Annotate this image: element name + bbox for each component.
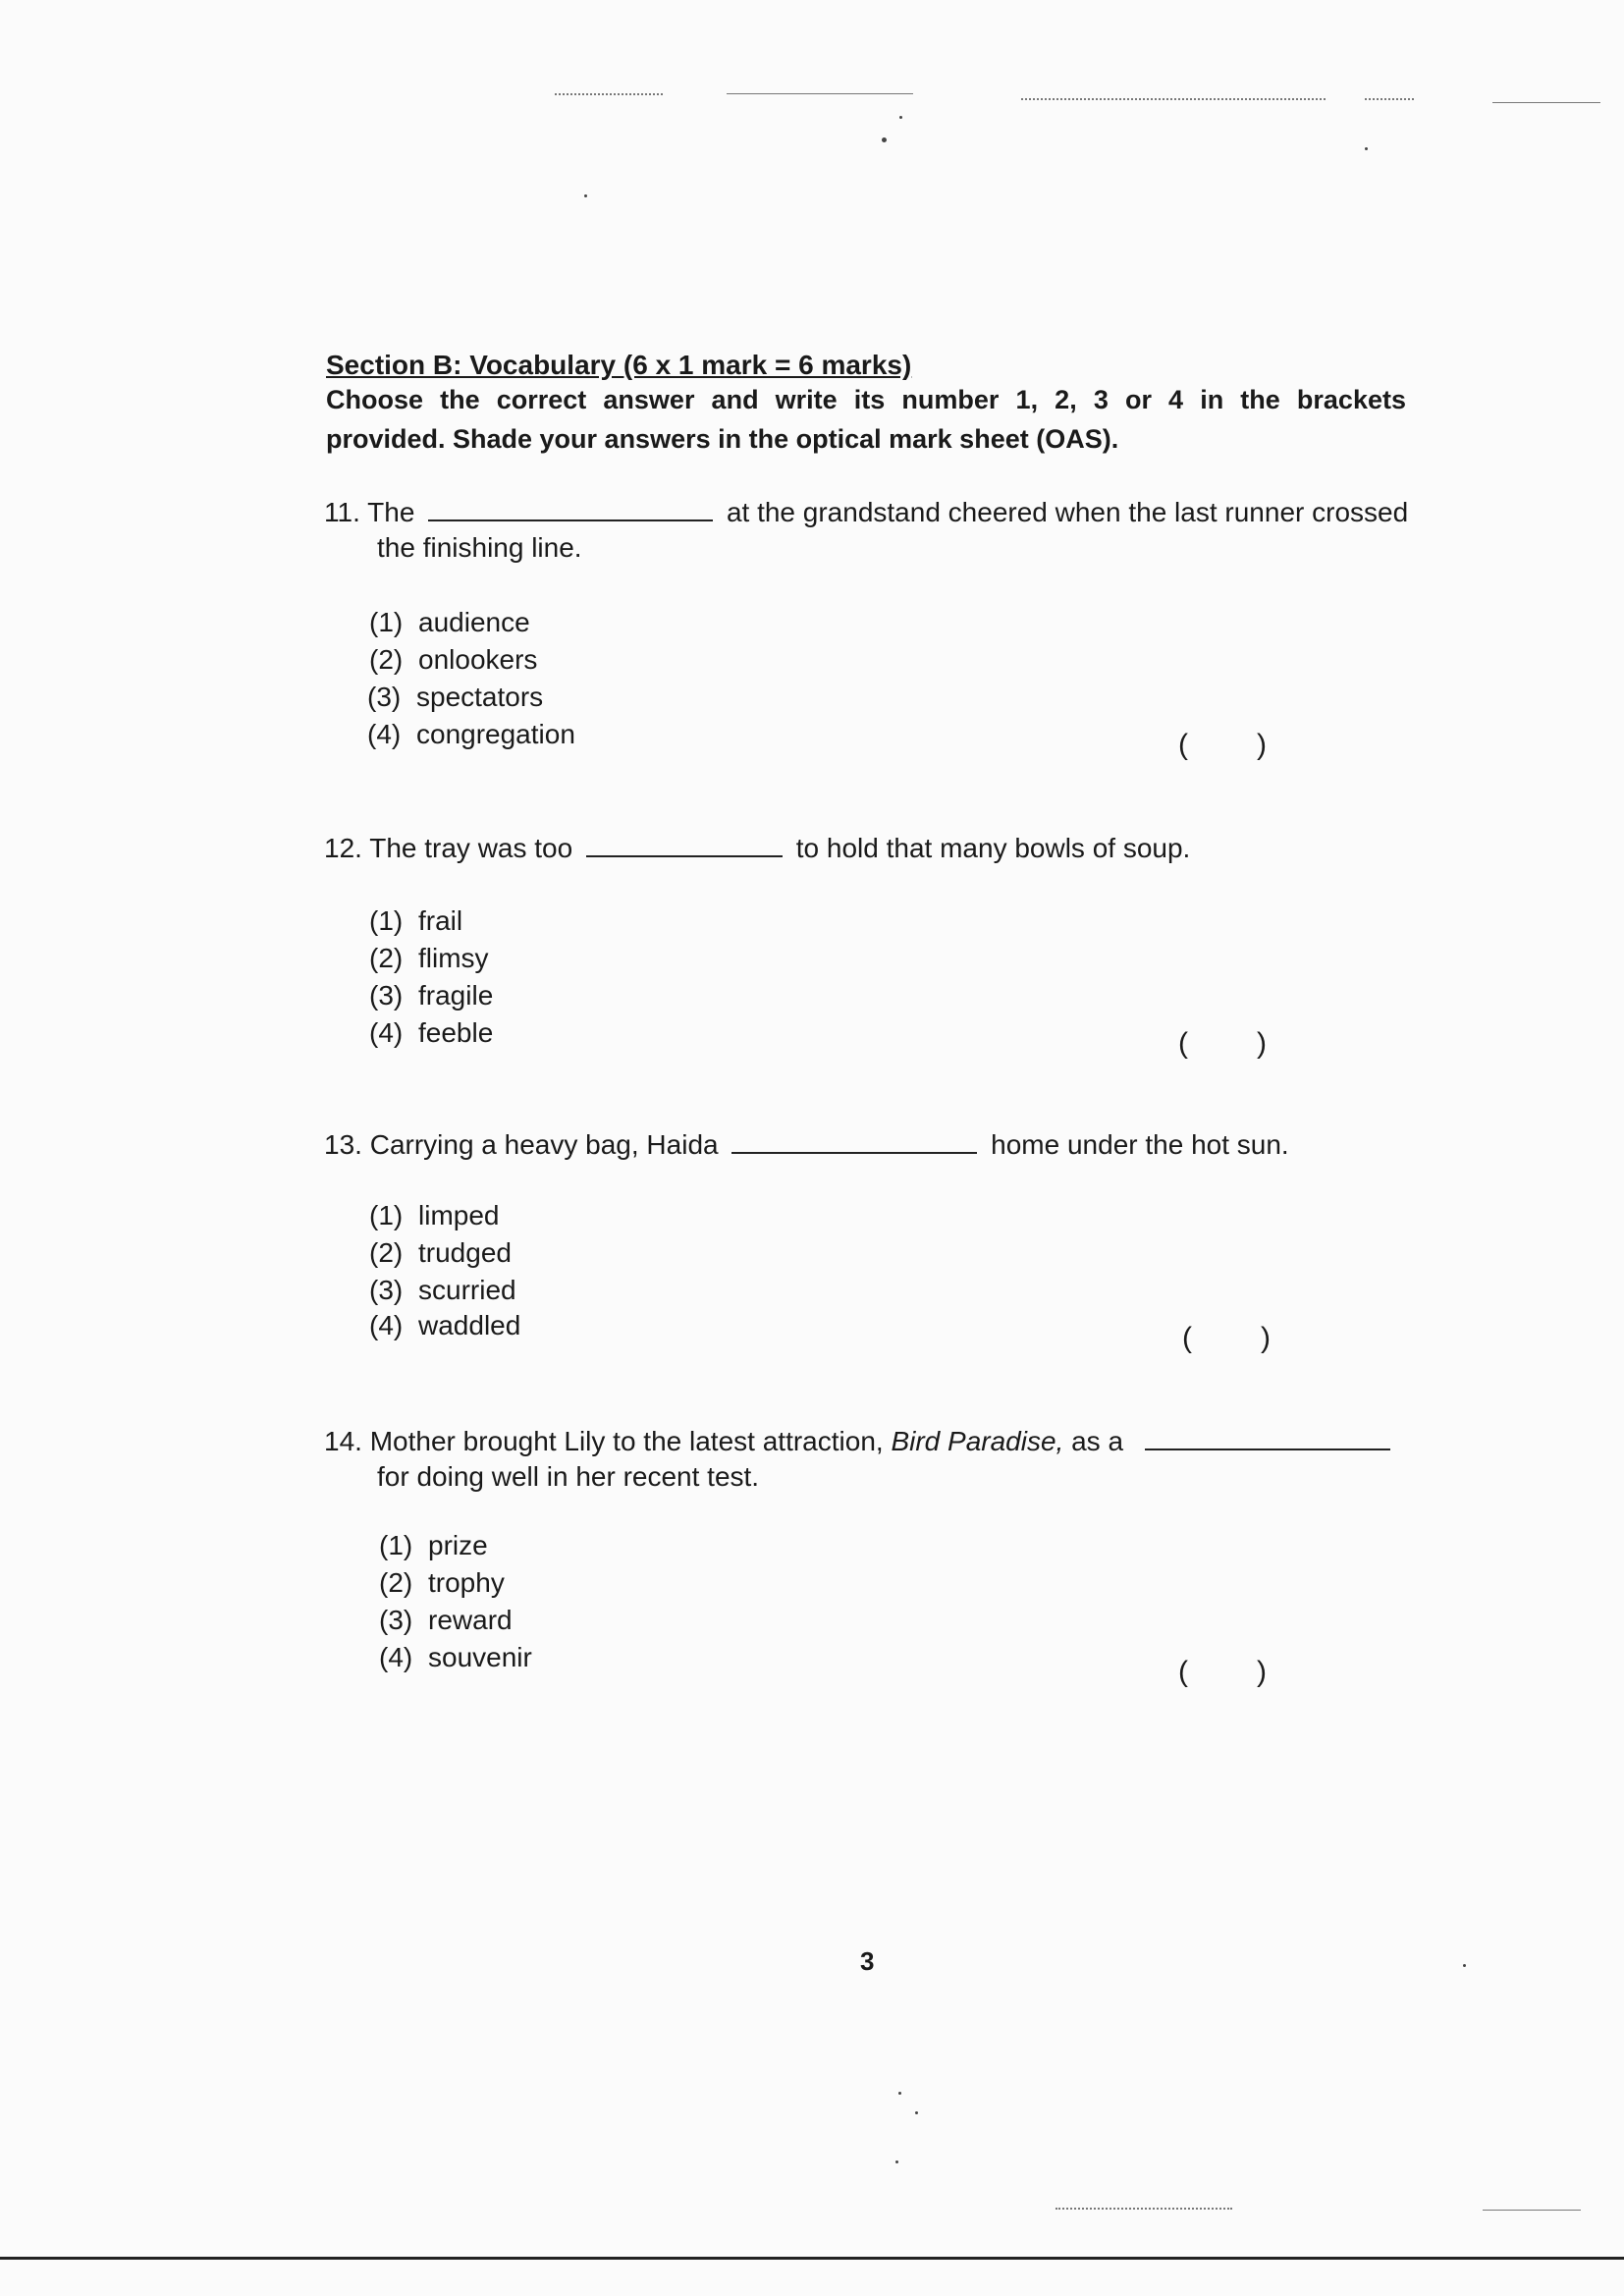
question-text-before: Mother brought Lily to the latest attraction, bbox=[369, 1426, 884, 1456]
scan-speck bbox=[915, 2111, 918, 2114]
scan-speck bbox=[1365, 147, 1368, 150]
question-text-before: The bbox=[367, 497, 415, 527]
question-11-continuation: the finishing line. bbox=[377, 532, 582, 563]
scan-noise bbox=[555, 93, 663, 95]
option-14-2: (2) trophy bbox=[379, 1567, 505, 1598]
question-13 bbox=[324, 1129, 1289, 1161]
page-number: 3 bbox=[860, 1946, 875, 1976]
question-number: 13. bbox=[324, 1129, 362, 1160]
page-edge-line bbox=[0, 2257, 1624, 2260]
attraction-name: Bird Paradise, bbox=[891, 1426, 1064, 1456]
question-number: 11. bbox=[324, 497, 360, 527]
answer-blank bbox=[731, 1151, 977, 1154]
option-11-3: (3) spectators bbox=[367, 682, 544, 712]
answer-bracket-14[interactable]: ( ) bbox=[1178, 1656, 1267, 1688]
question-text-after: to hold that many bowls of soup. bbox=[795, 833, 1191, 863]
question-number: 14. bbox=[324, 1426, 362, 1456]
scan-noise bbox=[1056, 2208, 1232, 2210]
option-12-1: (1) frail bbox=[369, 905, 463, 936]
scan-speck bbox=[895, 2160, 898, 2163]
scan-noise bbox=[1492, 102, 1600, 103]
option-12-3: (3) fragile bbox=[369, 980, 494, 1011]
option-12-2: (2) flimsy bbox=[369, 943, 489, 973]
scan-speck bbox=[898, 2092, 901, 2095]
question-text-before: The tray was too bbox=[369, 833, 573, 863]
answer-bracket-11[interactable]: ( ) bbox=[1178, 729, 1267, 761]
scan-noise bbox=[1021, 98, 1326, 100]
option-13-1: (1) limped bbox=[369, 1200, 500, 1230]
answer-bracket-12[interactable]: ( ) bbox=[1178, 1027, 1267, 1060]
answer-blank bbox=[428, 519, 713, 521]
scan-speck bbox=[882, 137, 887, 142]
option-12-4: (4) feeble bbox=[369, 1017, 494, 1048]
option-14-3: (3) reward bbox=[379, 1605, 513, 1635]
scan-speck bbox=[1463, 1964, 1466, 1967]
option-14-4: (4) souvenir bbox=[379, 1642, 532, 1672]
scan-noise bbox=[1365, 98, 1414, 100]
instruction-line-1: Choose the correct answer and write its number 1, 2, 3 or 4 in the brackets bbox=[326, 385, 1406, 414]
scan-speck bbox=[899, 116, 902, 119]
option-13-2: (2) trudged bbox=[369, 1237, 512, 1268]
question-number: 12. bbox=[324, 833, 362, 863]
answer-blank bbox=[1145, 1448, 1390, 1450]
scan-noise bbox=[1483, 2210, 1581, 2211]
option-11-2: (2) onlookers bbox=[369, 644, 538, 675]
option-11-1: (1) audience bbox=[369, 607, 530, 637]
option-13-4: (4) waddled bbox=[369, 1310, 521, 1340]
question-text-after: at the grandstand cheered when the last runner crossed bbox=[726, 497, 1409, 527]
answer-bracket-13[interactable]: ( ) bbox=[1182, 1322, 1271, 1354]
question-11 bbox=[324, 497, 1408, 528]
question-text-before: Carrying a heavy bag, Haida bbox=[369, 1129, 719, 1160]
question-14-continuation: for doing well in her recent test. bbox=[377, 1461, 760, 1492]
question-text-tail: as a bbox=[1071, 1426, 1124, 1456]
question-text-after: home under the hot sun. bbox=[991, 1129, 1289, 1160]
scan-speck bbox=[584, 194, 587, 197]
option-14-1: (1) prize bbox=[379, 1530, 488, 1560]
option-13-3: (3) scurried bbox=[369, 1275, 516, 1305]
scan-noise bbox=[727, 93, 913, 94]
answer-blank bbox=[586, 854, 783, 857]
question-12 bbox=[324, 833, 1190, 864]
instruction-line-2: provided. Shade your answers in the optical mark sheet (OAS). bbox=[326, 424, 1119, 454]
option-11-4: (4) congregation bbox=[367, 719, 575, 749]
question-14 bbox=[324, 1426, 1396, 1457]
section-title: Section B: Vocabulary (6 x 1 mark = 6 marks) bbox=[326, 350, 912, 380]
